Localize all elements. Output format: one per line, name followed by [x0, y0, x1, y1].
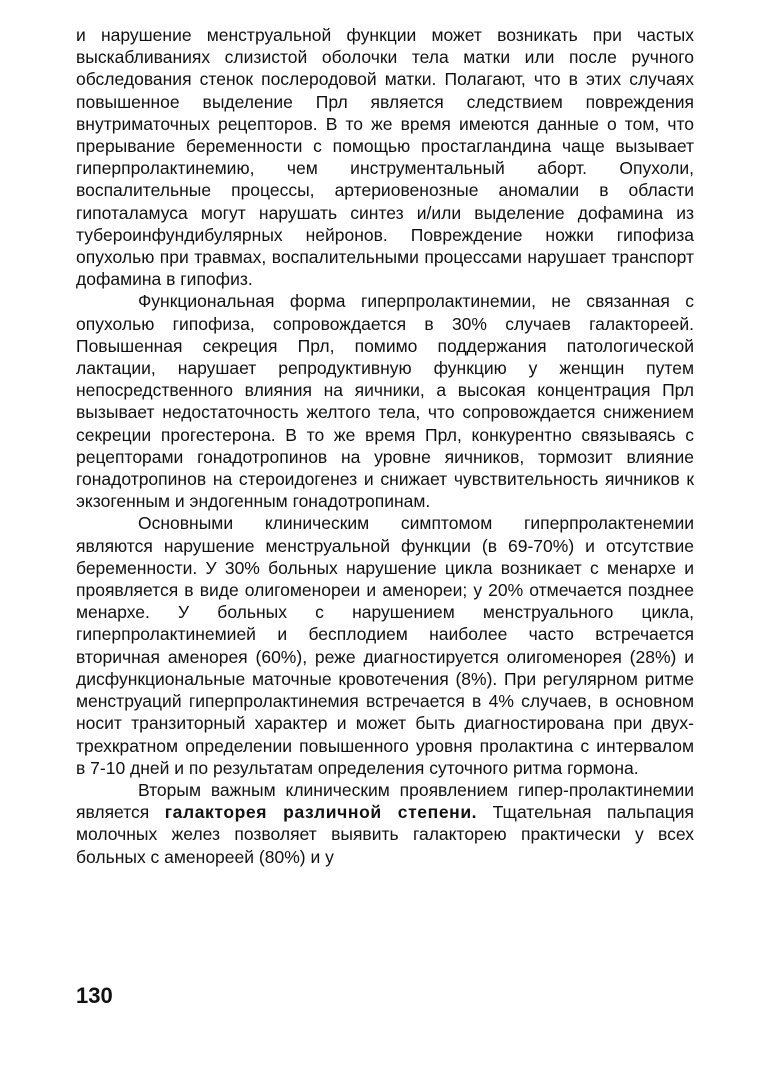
paragraph-2: Функциональная форма гиперпролактинемии, не связанная с опухолью гипофиза, сопровождается в 30% случаев галактореей. Повышенная секреция Прл, помимо поддержания патологической лактации, нарушает репродуктивную функцию у женщин путем непосредственного влияния на яичники, а высокая концентрация Прл вызывает недостаточность желтого тела, что сопровождается снижением секреции прогестерона. В то же время Прл, конкурентно связываясь с рецепторами гонадотропинов на уровне яичников, тормозит влияние гонадотропинов на стероидогенез и снижает чувствительность яичников к экзогенным и эндогенным гонадотропинам.: [76, 291, 694, 512]
paragraph-4-text-after: Тщательная пальпация молочных желез позволяет выявить галакторею практически у всех больных с аменореей (80%) и у: [76, 802, 694, 867]
paragraph-4-text-before: Вторым важным клиническим проявлением гипер-пролактинемии является: [76, 779, 694, 823]
paragraph-1: и нарушение менструальной функции может возникать при частых выскабливаниях слизистой оболочки тела матки или после ручного обследования стенок послеродовой матки. Полагают, что в этих случаях повышенное выделение Прл является следствием повреждения внутриматочных рецепторов. В то же время имеются данные о том, что прерывание беременности с помощью простагландина чаще вызывает гиперпролактинемию, чем инструментальный аборт. Опухоли, воспалительные процессы, артериовенозные аномалии в области гипоталамуса могут нарушать синтез и/или выделение дофамина из тубероинфундибулярных нейронов. Повреждение ножки гипофиза опухолью при травмах, воспалительными процессами нарушает транспорт дофамина в гипофиз.: [76, 25, 694, 290]
paragraph-4: [76, 779, 694, 868]
paragraph-4-bold-phrase: галакторея различной степени.: [164, 802, 478, 823]
page-body: [76, 24, 694, 868]
page-number: 130: [76, 983, 113, 1008]
paragraph-3: Основными клиническим симптомом гиперпролактенемии являются нарушение менструальной функции (в 69-70%) и отсутствие беременности. У 30% больных нарушение цикла возникает с менархе и проявляется в виде олигоменореи и аменореи; у 20% отмечается позднее менархе. У больных с нарушением менструального цикла, гиперпролактинемией и бесплодием наиболее часто встречается вторичная аменорея (60%), реже диагностируется олигоменорея (28%) и дисфункциональные маточные кровотечения (8%). При регулярном ритме менструаций гиперпролактинемия встречается в 4% случаев, в основном носит транзиторный характер и может быть диагностирована при двух-трехкратном определении повышенного уровня пролактина с интервалом в 7-10 дней и по результатам определения суточного ритма гормона.: [76, 513, 694, 778]
